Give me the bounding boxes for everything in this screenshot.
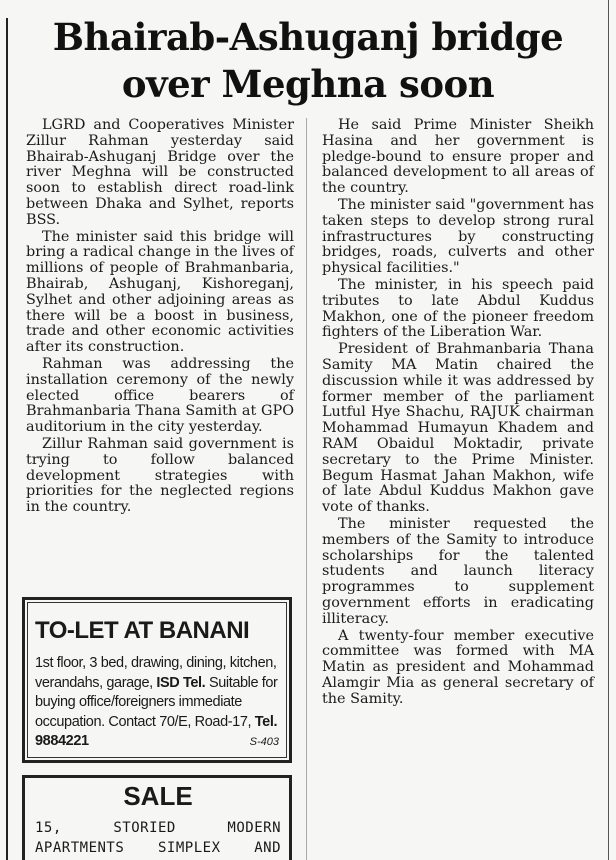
ad-body: 15, STORIED MODERN APARTMENTS SIMPLEX AND [35, 820, 281, 856]
article-paragraph: LGRD and Cooperatives Minister Zillur Rahman yesterday said Bhairab-Ashuganj Bridge over the river Meghna will be constructed soon to establish direct road-link between Dhaka and Sylhet, reports BSS. [26, 117, 294, 228]
ad-isd-label: ISD Tel. [156, 674, 206, 691]
ad-body-text: 1st floor, 3 bed, drawing, dining, kitchen, verandahs, garage, [35, 655, 277, 691]
ad-code: S-403 [249, 736, 279, 748]
article-column-right [322, 118, 594, 708]
article-headline: Bhairab-Ashuganj bridge over Meghna soon [52, 15, 564, 106]
article-paragraph: He said Prime Minister Sheikh Hasina and her government is pledge-bound to ensure proper and balanced development to all areas of the country. [322, 117, 594, 197]
article-paragraph: The minister requested the members of the Samity to introduce scholarships for the talented students and launch literacy programmes to supplement government efforts in eradicating illiteracy. [322, 515, 594, 627]
ad-title: TO-LET AT BANANI [35, 617, 250, 644]
classified-ad-tolet [22, 597, 292, 763]
article-paragraph: A twenty-four member executive committee was formed with MA Matin as president and Mohammad Alamgir Mia as general secretary of the Samity. [322, 627, 594, 707]
article-paragraph: The minister said "government has taken steps to develop strong rural infrastructures by constructing bridges, roads, culverts and other physical facilities." [322, 196, 594, 277]
page-edge-right [608, 0, 609, 860]
column-divider [306, 118, 307, 860]
ad-body-text-2: Suitable for buying office/foreigners immediate occupation. Contact 70/E, Road-17, [35, 674, 278, 730]
ad-telephone: Tel. 9884221 [35, 713, 278, 749]
ad-title: SALE [123, 781, 193, 811]
article-paragraph: Zillur Rahman said government is trying to follow balanced development strategies with priorities for the neglected regions in the country. [26, 435, 294, 516]
classified-ad-sale [22, 775, 292, 860]
article-paragraph: The minister, in his speech paid tributes to late Abdul Kuddus Makhon, one of the pioneer freedom fighters of the Liberation War. [322, 276, 594, 341]
article-paragraph: President of Brahmanbaria Thana Samity MA Matin chaired the discussion while it was addressed by former member of the parliament Lutful Hye Shachu, RAJUK chairman Mohammad Humayun Khadem and RAM Obaidul Moktadir, private secretary to the Prime Minister. Begum Hasmat Jahan Makhon, wife of late Abdul Kuddus Makhon gave vote of thanks. [322, 341, 594, 516]
article-paragraph: Rahman was addressing the installation ceremony of the newly elected office bearers of Brahmanbaria Thana Samith at GPO auditorium in the city yesterday. [26, 355, 294, 436]
column-rule-left [6, 18, 8, 860]
article-column-left [26, 118, 294, 517]
article-paragraph: The minister said this bridge will bring a radical change in the lives of millions of people of Brahmanbaria, Bhairab, Ashuganj, Kishoreganj, Sylhet and other adjoining areas as there will be a boost in business, trade and other economic activities after its construction. [26, 228, 294, 356]
ad-body [35, 654, 281, 752]
